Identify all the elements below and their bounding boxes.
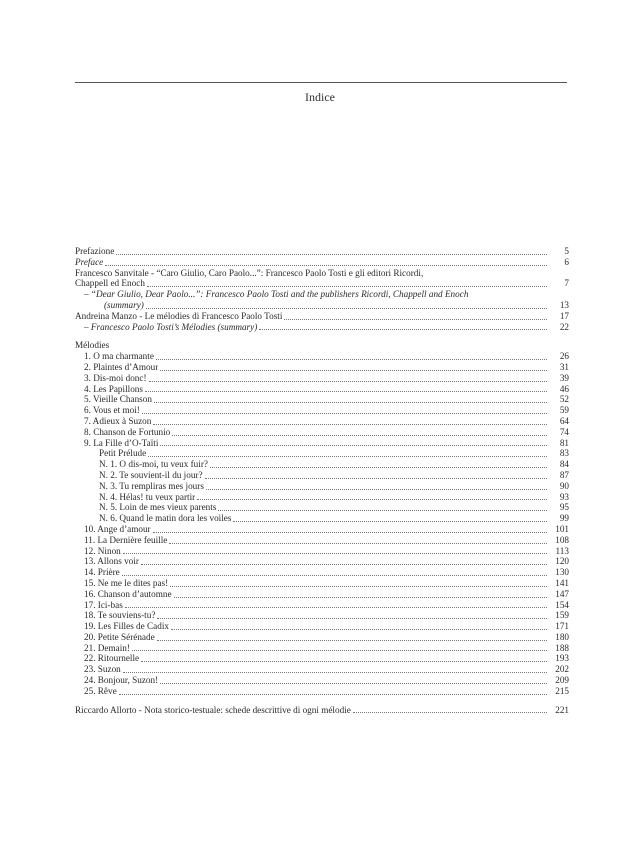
table-of-contents — [75, 246, 569, 715]
dot-leader — [105, 264, 547, 266]
dot-leader — [122, 574, 547, 576]
entry-label: 2. Plaintes d’Amour — [84, 361, 159, 372]
entry-label: Chappell ed Enoch — [75, 278, 145, 289]
entry-page: 130 — [555, 567, 569, 578]
toc-entry — [75, 632, 569, 643]
toc-entry — [75, 664, 569, 675]
dot-leader — [157, 639, 547, 641]
entry-label: Preface — [75, 256, 104, 267]
dot-leader — [205, 477, 547, 479]
entry-page: 5 — [564, 246, 569, 256]
entry-page: 93 — [559, 491, 569, 502]
entry-page: 6 — [564, 256, 569, 267]
entry-page: 159 — [555, 610, 569, 621]
dot-leader — [160, 444, 547, 446]
entry-page: 101 — [555, 523, 569, 534]
entry-label: 19. Les Filles de Cadix — [84, 621, 169, 632]
dot-leader — [123, 552, 547, 554]
entry-page: 22 — [559, 321, 569, 332]
entry-label: 17. Ici-bas — [84, 599, 123, 610]
toc-entry — [75, 438, 569, 449]
entry-label: (summary) — [104, 299, 144, 310]
toc-entry — [75, 643, 569, 654]
toc-entry — [75, 600, 569, 611]
dot-leader — [157, 617, 547, 619]
entry-page: 7 — [564, 278, 569, 289]
entry-page: 120 — [555, 556, 569, 567]
dot-leader — [197, 498, 547, 500]
dot-leader — [353, 711, 547, 713]
entry-label: 7. Adieux à Suzon — [84, 415, 152, 426]
entry-label: 8. Chanson de Fortunio — [84, 426, 171, 437]
entry-page: 64 — [559, 415, 569, 426]
dot-leader — [132, 649, 547, 651]
dot-leader — [148, 455, 547, 457]
toc-entry — [75, 546, 569, 557]
entry-page: 39 — [559, 372, 569, 383]
dot-leader — [142, 412, 547, 414]
entry-label: 21. Demain! — [84, 642, 130, 653]
toc-entry — [75, 589, 569, 600]
toc-entry — [75, 405, 569, 416]
dot-leader — [284, 318, 547, 320]
toc-entry — [75, 653, 569, 664]
entry-page: 81 — [559, 437, 569, 448]
entry-page: 99 — [559, 513, 569, 524]
front-matter-list — [75, 246, 569, 332]
entry-page: 193 — [555, 653, 569, 664]
entry-label: N. 3. Tu rempliras mes jours — [99, 480, 204, 491]
dot-leader — [146, 307, 547, 309]
entry-page: 84 — [559, 459, 569, 470]
melodies-list — [75, 351, 569, 697]
entry-label: 14. Prière — [84, 567, 120, 578]
entry-label: N. 2. Te souvient-il du jour? — [99, 469, 203, 480]
toc-entry — [75, 459, 569, 470]
dot-leader — [169, 542, 547, 544]
entry-label-line: – “Dear Giulio, Dear Paolo...”: Francesco Paolo Tosti and the publishers Ricordi, Chappell and Enoch — [84, 289, 469, 300]
entry-page: 90 — [559, 480, 569, 491]
entry-label: N. 5. Loin de mes vieux parents — [99, 502, 217, 513]
toc-entry — [75, 567, 569, 578]
entry-page: 95 — [559, 502, 569, 513]
entry-label: Petit Prélude — [99, 448, 147, 459]
toc-entry — [75, 492, 569, 503]
toc-entry — [75, 524, 569, 535]
toc-entry — [75, 351, 569, 362]
toc-entry — [75, 427, 569, 438]
toc-entry — [75, 278, 569, 289]
dot-leader — [174, 596, 547, 598]
entry-label: Prefazione — [75, 246, 115, 256]
toc-entry — [75, 257, 569, 268]
entry-label: 20. Petite Sérénade — [84, 631, 155, 642]
entry-label: 18. Te souviens-tu? — [84, 610, 156, 621]
dot-leader — [153, 423, 547, 425]
page-title: Indice — [305, 90, 335, 104]
toc-entry — [75, 502, 569, 513]
entry-label: N. 6. Quand le matin dora les voiles — [99, 513, 232, 524]
dot-leader — [206, 488, 547, 490]
toc-entry — [75, 246, 569, 257]
entry-page: 87 — [559, 469, 569, 480]
toc-entry — [75, 621, 569, 632]
entry-page: 46 — [559, 383, 569, 394]
entry-label-line: Francesco Sanvitale - “Caro Giulio, Caro Paolo...”: Francesco Paolo Tosti e gli editori Ricordi, — [75, 267, 424, 278]
entry-label: 22. Ritournelle — [84, 653, 140, 664]
toc-entry — [75, 384, 569, 395]
dot-leader — [170, 585, 547, 587]
entry-label: 1. O ma charmante — [84, 351, 154, 362]
dot-leader — [119, 693, 547, 695]
toc-entry — [75, 311, 569, 322]
toc-entry — [75, 556, 569, 567]
dot-leader — [259, 328, 547, 330]
toc-entry — [75, 481, 569, 492]
header-rule — [75, 82, 567, 83]
dot-leader — [154, 401, 547, 403]
entry-page: 221 — [555, 704, 569, 715]
entry-page: 180 — [555, 631, 569, 642]
entry-page: 147 — [555, 588, 569, 599]
entry-label: 25. Rêve — [84, 685, 117, 696]
entry-label: 24. Bonjour, Suzon! — [84, 675, 159, 686]
entry-page: 26 — [559, 351, 569, 362]
entry-page: 31 — [559, 361, 569, 372]
dot-leader — [233, 520, 547, 522]
dot-leader — [160, 682, 547, 684]
dot-leader — [218, 509, 547, 511]
dot-leader — [171, 628, 547, 630]
entry-page: 188 — [555, 642, 569, 653]
entry-page: 141 — [555, 577, 569, 588]
entry-page: 52 — [559, 394, 569, 405]
entry-label: 6. Vous et moi! — [84, 405, 140, 416]
dot-leader — [153, 531, 547, 533]
dot-leader — [147, 285, 547, 287]
dot-leader — [141, 563, 547, 565]
dot-leader — [125, 606, 547, 608]
entry-page: 59 — [559, 405, 569, 416]
dot-leader — [149, 380, 547, 382]
entry-label: 12. Ninon — [84, 545, 121, 556]
toc-entry — [75, 513, 569, 524]
toc-entry — [75, 394, 569, 405]
toc-entry — [75, 373, 569, 384]
dot-leader — [145, 390, 547, 392]
toc-entry — [75, 610, 569, 621]
toc-entry — [75, 470, 569, 481]
entry-label: 5. Vieille Chanson — [84, 394, 152, 405]
entry-label: 10. Ange d’amour — [84, 523, 151, 534]
entry-label: 16. Chanson d’automne — [84, 588, 172, 599]
entry-page: 108 — [555, 534, 569, 545]
entry-label: 3. Dis-moi donc! — [84, 372, 147, 383]
dot-leader — [210, 466, 547, 468]
entry-label: 13. Allons voir — [84, 556, 139, 567]
entry-page: 74 — [559, 426, 569, 437]
entry-page: 17 — [559, 310, 569, 321]
entry-page: 171 — [555, 621, 569, 632]
dot-leader — [156, 358, 547, 360]
toc-entry — [75, 535, 569, 546]
dot-leader — [116, 253, 547, 255]
dot-leader — [172, 434, 547, 436]
entry-label: Andreina Manzo - Le mélodies di Francesco Paolo Tosti — [75, 310, 283, 321]
dot-leader — [160, 369, 547, 371]
toc-entry — [75, 362, 569, 373]
entry-label: 4. Les Papillons — [84, 383, 143, 394]
entry-label: 23. Suzon — [84, 664, 121, 675]
entry-page: 83 — [559, 448, 569, 459]
toc-entry — [75, 416, 569, 427]
toc-entry — [75, 675, 569, 686]
section-label: Mélodies — [75, 340, 110, 351]
toc-entry — [75, 578, 569, 589]
section-heading — [75, 340, 569, 351]
toc-entry — [75, 300, 569, 311]
entry-page: 202 — [555, 664, 569, 675]
toc-entry — [75, 686, 569, 697]
dot-leader — [123, 671, 547, 673]
entry-label: Riccardo Allorto - Nota storico-testuale: schede descrittive di ogni mélodie — [75, 704, 351, 715]
entry-label: 15. Ne me le dites pas! — [84, 577, 169, 588]
entry-label: N. 1. O dis-moi, tu veux fuir? — [99, 459, 208, 470]
entry-label: 11. La Dernière feuille — [84, 534, 168, 545]
toc-entry-final — [75, 705, 569, 716]
entry-label: 9. La Fille d’O-Taïti — [84, 437, 159, 448]
entry-page: 154 — [555, 599, 569, 610]
entry-page: 215 — [555, 685, 569, 696]
toc-entry — [75, 448, 569, 459]
toc-entry — [75, 322, 569, 333]
entry-page: 13 — [559, 299, 569, 310]
entry-page: 209 — [555, 675, 569, 686]
entry-label: – Francesco Paolo Tosti’s Mélodies (summary) — [84, 321, 258, 332]
entry-label: N. 4. Hélas! tu veux partir — [99, 491, 196, 502]
entry-page: 113 — [555, 545, 569, 556]
dot-leader — [141, 660, 547, 662]
